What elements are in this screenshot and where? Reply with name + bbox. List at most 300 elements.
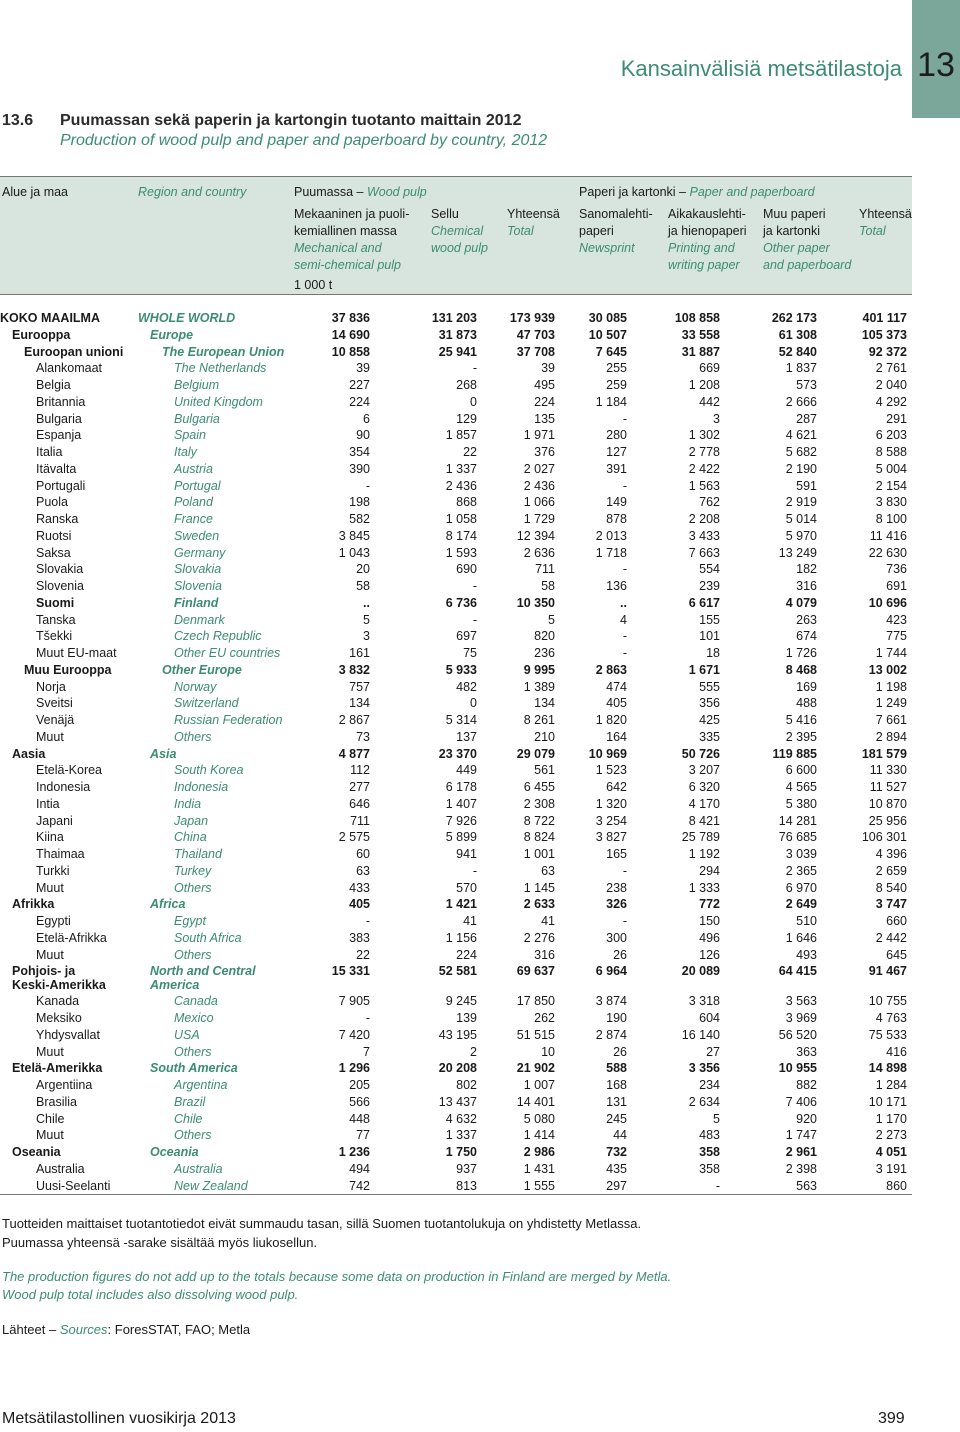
region-name-en: Egypt [174, 914, 206, 928]
region-name-fi: Suomi [36, 595, 75, 610]
cell-paper-total: 75 533 [868, 1027, 907, 1042]
cell-mechanical-pulp: 60 [356, 847, 370, 861]
cell-newsprint: - [622, 629, 627, 644]
head-other-paper: Muu paperi ja kartonki Other paper and paperboard [763, 207, 852, 272]
table-row [0, 427, 912, 444]
region-name-fi: Brasilia [36, 1094, 77, 1109]
cell-paper-total: 1 170 [875, 1111, 907, 1126]
cell-other-paper: 169 [796, 679, 817, 694]
cell-chemical-pulp: 139 [456, 1011, 477, 1025]
cell-chemical-pulp: 868 [456, 495, 477, 510]
cell-mechanical-pulp: 77 [356, 1128, 370, 1143]
cell-paper-total: 10 696 [868, 595, 907, 610]
cell-mechanical-pulp: 15 331 [331, 964, 370, 979]
region-name-en: Japan [174, 813, 209, 828]
cell-chemical-pulp: 4 632 [445, 1111, 477, 1126]
cell-newsprint: 255 [606, 361, 627, 376]
cell-chemical-pulp: 23 370 [438, 746, 477, 761]
region-name-fi: Intia [36, 796, 60, 811]
table-row [0, 645, 912, 662]
region-name-fi: Thaimaa [36, 847, 85, 861]
cell-printing-paper: 3 318 [688, 994, 720, 1009]
cell-newsprint: 131 [606, 1094, 627, 1109]
region-name-en: Slovakia [174, 562, 222, 577]
region-name-fi: Aasia [12, 746, 46, 761]
cell-other-paper: 4 079 [785, 595, 817, 610]
head-paper-total: Yhteensä Total [859, 207, 912, 238]
cell-chemical-pulp: 224 [456, 947, 477, 962]
cell-chemical-pulp: 1 593 [445, 545, 477, 560]
cell-mechanical-pulp: 205 [349, 1078, 370, 1092]
cell-other-paper: 882 [796, 1078, 817, 1092]
region-name-en: Others [174, 880, 212, 895]
table-row [0, 863, 912, 880]
cell-chemical-pulp: 43 195 [438, 1027, 477, 1042]
cell-printing-paper: 356 [699, 696, 720, 711]
cell-newsprint: 405 [606, 696, 627, 711]
cell-printing-paper: 31 887 [681, 344, 720, 359]
cell-other-paper: 2 365 [785, 863, 817, 878]
cell-paper-total: 8 540 [875, 880, 907, 895]
cell-mechanical-pulp: 37 836 [331, 311, 370, 325]
region-name-en: Portugal [174, 478, 221, 493]
cell-other-paper: 56 520 [778, 1027, 817, 1042]
cell-printing-paper: 155 [699, 612, 720, 627]
cell-chemical-pulp: 22 [463, 445, 477, 459]
chapter-number: 13 [917, 46, 955, 84]
region-name-fi: Portugali [36, 478, 86, 493]
cell-printing-paper: - [715, 1178, 720, 1193]
cell-other-paper: 1 646 [785, 930, 817, 945]
cell-mechanical-pulp: 1 043 [338, 545, 370, 560]
cell-paper-total: 11 416 [869, 528, 907, 543]
cell-paper-total: 7 661 [875, 713, 907, 727]
cell-mechanical-pulp: 405 [349, 897, 370, 912]
cell-newsprint: 164 [606, 729, 627, 744]
cell-pulp-total: 2 633 [523, 897, 555, 912]
region-name-fi: Muut [36, 1128, 64, 1143]
table-row [0, 511, 912, 528]
region-name-en: Germany [174, 545, 226, 560]
cell-mechanical-pulp: 1 236 [338, 1145, 370, 1159]
table-row [0, 461, 912, 478]
cell-other-paper: 76 685 [778, 830, 817, 845]
cell-pulp-total: 1 007 [523, 1078, 555, 1092]
cell-pulp-total: 9 995 [523, 662, 555, 677]
cell-pulp-total: 820 [534, 629, 555, 644]
region-name-en: Russian Federation [174, 713, 283, 727]
cell-chemical-pulp: 941 [456, 847, 477, 861]
cell-other-paper: 7 406 [785, 1094, 817, 1109]
cell-mechanical-pulp: 277 [349, 780, 370, 794]
cell-chemical-pulp: 0 [470, 696, 477, 711]
cell-paper-total: 1 744 [875, 646, 907, 660]
cell-pulp-total: 1 971 [523, 428, 555, 443]
cell-mechanical-pulp: 6 [363, 411, 370, 426]
table-row [0, 993, 912, 1010]
region-name-en: Denmark [174, 612, 225, 627]
cell-printing-paper: 108 858 [674, 311, 720, 325]
cell-chemical-pulp: 690 [456, 562, 477, 577]
cell-paper-total: 736 [886, 562, 907, 577]
cell-newsprint: - [622, 646, 627, 660]
cell-mechanical-pulp: 112 [350, 763, 370, 778]
cell-other-paper: 674 [796, 629, 817, 644]
cell-mechanical-pulp: 5 [363, 612, 370, 627]
cell-chemical-pulp: 41 [463, 914, 477, 928]
cell-mechanical-pulp: 58 [356, 579, 370, 593]
cell-paper-total: 2 894 [875, 729, 907, 744]
cell-pulp-total: 2 636 [523, 545, 555, 560]
cell-other-paper: 2 649 [785, 897, 817, 912]
cell-printing-paper: 33 558 [681, 327, 720, 342]
region-name-fi: Argentiina [36, 1078, 93, 1092]
cell-paper-total: 22 630 [868, 545, 907, 560]
cell-paper-total: 291 [886, 411, 907, 426]
sources: Lähteet – Sources: ForesSTAT, FAO; Metla [2, 1322, 251, 1337]
cell-chemical-pulp: 1 337 [445, 1128, 477, 1143]
cell-mechanical-pulp: - [365, 914, 370, 928]
table-row [0, 947, 912, 964]
cell-pulp-total: 1 555 [523, 1178, 555, 1193]
cell-chemical-pulp: 75 [463, 646, 477, 660]
cell-paper-total: 106 301 [861, 830, 907, 845]
region-name-en: USA [174, 1027, 200, 1042]
region-name-en: Switzerland [174, 696, 239, 711]
header-top-rule [0, 176, 912, 177]
cell-chemical-pulp: - [472, 579, 477, 593]
cell-paper-total: 25 956 [868, 813, 907, 828]
cell-chemical-pulp: 2 [470, 1044, 477, 1059]
cell-printing-paper: 294 [699, 863, 720, 878]
cell-paper-total: 401 117 [862, 311, 907, 325]
cell-printing-paper: 1 302 [688, 428, 720, 443]
region-name-en: Other EU countries [174, 646, 281, 660]
cell-paper-total: 416 [886, 1044, 907, 1059]
cell-chemical-pulp: 1 058 [445, 512, 477, 526]
cell-chemical-pulp: 5 933 [445, 662, 477, 677]
cell-mechanical-pulp: 134 [349, 696, 370, 711]
cell-newsprint: 297 [606, 1178, 627, 1193]
table-row [0, 913, 912, 930]
region-name-en: New Zealand [174, 1178, 248, 1193]
cell-paper-total: 4 051 [875, 1145, 907, 1159]
cell-other-paper: 61 308 [778, 327, 817, 342]
region-name-fi: Puola [36, 495, 68, 510]
cell-paper-total: 3 191 [875, 1161, 907, 1176]
cell-other-paper: 5 014 [785, 512, 817, 526]
table-row [0, 813, 912, 830]
cell-newsprint: - [622, 562, 627, 577]
table-row [0, 796, 912, 813]
cell-newsprint: 136 [606, 579, 627, 593]
cell-mechanical-pulp: 7 905 [338, 994, 370, 1009]
region-name-en: Others [174, 947, 212, 962]
cell-newsprint: 3 827 [595, 830, 627, 845]
head-newsprint: Sanomalehti- paperi Newsprint [579, 207, 653, 255]
cell-pulp-total: 2 276 [523, 930, 555, 945]
cell-pulp-total: 134 [534, 696, 555, 711]
table-row [0, 1027, 912, 1044]
region-name-en: Finland [174, 595, 219, 610]
region-name-fi: Espanja [36, 428, 82, 443]
cell-pulp-total: 12 394 [516, 528, 555, 543]
cell-newsprint: 1 820 [595, 713, 627, 727]
cell-other-paper: 316 [796, 579, 817, 593]
cell-newsprint: .. [620, 595, 627, 610]
cell-paper-total: 691 [886, 579, 907, 593]
region-name-en: South Africa [174, 930, 242, 945]
region-name-fi: Muut EU-maat [36, 646, 117, 660]
head-region-en: Region and country [138, 185, 247, 199]
region-name-en: Austria [174, 461, 213, 476]
cell-other-paper: 13 249 [778, 545, 817, 560]
cell-chemical-pulp: 6 736 [445, 595, 477, 610]
cell-mechanical-pulp: 20 [356, 562, 370, 577]
cell-other-paper: 6 600 [785, 763, 817, 778]
cell-pulp-total: 711 [535, 562, 555, 577]
cell-other-paper: 182 [796, 562, 817, 577]
cell-chemical-pulp: 268 [456, 378, 477, 392]
cell-newsprint: 165 [606, 847, 627, 861]
cell-printing-paper: 4 170 [688, 796, 720, 811]
cell-other-paper: 1 726 [785, 646, 817, 660]
cell-pulp-total: 39 [541, 361, 555, 376]
cell-paper-total: 5 004 [875, 461, 907, 476]
cell-pulp-total: 1 729 [523, 512, 555, 526]
cell-printing-paper: 3 356 [688, 1061, 720, 1076]
head-paper: Paperi ja kartonki – Paper and paperboard [579, 185, 815, 199]
region-name-en: Sweden [174, 528, 220, 543]
cell-pulp-total: 1 414 [523, 1128, 555, 1143]
cell-other-paper: 2 666 [785, 394, 817, 409]
cell-other-paper: 3 039 [785, 847, 817, 861]
region-name-fi: Slovakia [36, 562, 84, 577]
cell-pulp-total: 236 [534, 646, 555, 660]
cell-paper-total: 3 830 [875, 495, 907, 510]
cell-newsprint: 26 [613, 1044, 627, 1059]
cell-newsprint: - [622, 914, 627, 928]
cell-other-paper: 2 398 [785, 1161, 817, 1176]
cell-newsprint: 30 085 [588, 311, 627, 325]
cell-chemical-pulp: 1 156 [445, 930, 477, 945]
region-name-en: South America [150, 1061, 238, 1076]
cell-printing-paper: 126 [699, 947, 720, 962]
region-name-en: Chile [174, 1111, 203, 1126]
cell-newsprint: 26 [613, 947, 627, 962]
cell-mechanical-pulp: 711 [350, 813, 370, 828]
table-row [0, 695, 912, 712]
table-row [0, 578, 912, 595]
table-row [0, 1010, 912, 1027]
region-name-en: Thailand [174, 847, 222, 861]
cell-paper-total: 8 100 [875, 512, 907, 526]
cell-newsprint: 3 254 [595, 813, 627, 828]
cell-printing-paper: 669 [699, 361, 720, 376]
cell-newsprint: 4 [620, 612, 627, 627]
cell-other-paper: 64 415 [778, 964, 817, 979]
table-row [0, 1144, 912, 1161]
cell-printing-paper: 25 789 [681, 830, 720, 845]
cell-pulp-total: 2 308 [523, 796, 555, 811]
cell-paper-total: 8 588 [875, 445, 907, 459]
cell-newsprint: 878 [606, 512, 627, 526]
cell-newsprint: 168 [606, 1078, 627, 1092]
table-row [0, 444, 912, 461]
region-name-fi: Etelä-Korea [36, 763, 103, 778]
cell-paper-total: 92 372 [868, 344, 907, 359]
cell-mechanical-pulp: 227 [349, 378, 370, 392]
cell-pulp-total: 376 [534, 445, 555, 459]
cell-chemical-pulp: 937 [456, 1161, 477, 1176]
table-row [0, 746, 912, 763]
cell-other-paper: 493 [796, 947, 817, 962]
chapter-title: Kansainvälisiä metsätilastoja [620, 56, 902, 81]
cell-paper-total: 10 755 [868, 994, 907, 1009]
table-row [0, 1094, 912, 1111]
cell-paper-total: 4 763 [875, 1011, 907, 1025]
cell-mechanical-pulp: 22 [356, 947, 370, 962]
region-name-fi: Euroopan unioni [24, 344, 124, 359]
cell-printing-paper: 27 [706, 1044, 720, 1059]
region-name-en: Australia [174, 1161, 223, 1176]
cell-mechanical-pulp: - [365, 1011, 370, 1025]
cell-other-paper: 1 747 [785, 1128, 817, 1143]
cell-mechanical-pulp: - [365, 478, 370, 493]
cell-paper-total: 10 870 [868, 796, 907, 811]
cell-other-paper: 4 621 [785, 428, 817, 443]
table-bottom-rule [0, 1194, 912, 1195]
cell-pulp-total: 21 902 [516, 1061, 555, 1076]
table-row [0, 612, 912, 629]
cell-paper-total: 105 373 [861, 327, 907, 342]
table-row [0, 679, 912, 696]
region-name-fi: Turkki [36, 863, 70, 878]
region-name-fi: KOKO MAAILMA [0, 311, 100, 325]
table-row [0, 545, 912, 562]
region-name-fi: Muut [36, 947, 64, 962]
cell-printing-paper: 762 [699, 495, 720, 510]
cell-pulp-total: 1 001 [523, 847, 555, 861]
region-name-fi: Tanska [36, 612, 76, 627]
cell-newsprint: 10 969 [588, 746, 627, 761]
cell-mechanical-pulp: 582 [349, 512, 370, 526]
cell-newsprint: 642 [606, 780, 627, 794]
cell-other-paper: 573 [796, 378, 817, 392]
table-row [0, 1111, 912, 1128]
cell-other-paper: 3 563 [785, 994, 817, 1009]
cell-mechanical-pulp: 161 [349, 646, 370, 660]
region-name-en: Others [174, 729, 212, 744]
cell-newsprint: 391 [606, 461, 627, 476]
cell-printing-paper: 16 140 [681, 1027, 720, 1042]
cell-paper-total: 2 659 [875, 863, 907, 878]
head-pulp-total: Yhteensä Total [507, 207, 560, 238]
cell-paper-total: 91 467 [868, 964, 907, 979]
cell-other-paper: 5 380 [785, 796, 817, 811]
cell-mechanical-pulp: 73 [356, 729, 370, 744]
region-name-fi: Saksa [36, 545, 71, 560]
cell-newsprint: 6 964 [595, 964, 627, 979]
cell-printing-paper: 2 634 [688, 1094, 720, 1109]
cell-chemical-pulp: 802 [456, 1078, 477, 1092]
cell-chemical-pulp: 0 [470, 394, 477, 409]
table-row [0, 1127, 912, 1144]
cell-printing-paper: 3 433 [688, 528, 720, 543]
region-name-fi: Britannia [36, 394, 86, 409]
cell-printing-paper: 18 [706, 646, 720, 660]
cell-mechanical-pulp: 1 296 [338, 1061, 370, 1076]
cell-mechanical-pulp: 2 575 [338, 830, 370, 845]
cell-newsprint: 1 184 [595, 394, 627, 409]
head-chemical: Sellu Chemical wood pulp [431, 207, 488, 255]
region-name-en: North and Central America [150, 964, 256, 993]
cell-other-paper: 119 885 [772, 746, 817, 761]
cell-pulp-total: 1 431 [523, 1161, 555, 1176]
cell-pulp-total: 17 850 [516, 994, 555, 1009]
cell-other-paper: 2 961 [785, 1145, 817, 1159]
region-name-en: France [174, 512, 213, 526]
cell-chemical-pulp: 5 899 [445, 830, 477, 845]
cell-pulp-total: 5 [548, 612, 555, 627]
region-name-en: Italy [174, 445, 197, 459]
region-name-en: Other Europe [162, 662, 242, 677]
table-row [0, 1178, 912, 1195]
cell-printing-paper: 358 [699, 1161, 720, 1176]
cell-pulp-total: 1 145 [523, 880, 555, 895]
cell-pulp-total: 41 [541, 914, 555, 928]
cell-paper-total: 2 154 [875, 478, 907, 493]
cell-pulp-total: 6 455 [523, 780, 555, 794]
cell-printing-paper: 1 671 [688, 662, 720, 677]
region-name-en: Argentina [174, 1078, 228, 1092]
cell-newsprint: 1 320 [595, 796, 627, 811]
table-title-en: Production of wood pulp and paper and paperboard by country, 2012 [60, 132, 548, 149]
table-row [0, 327, 912, 344]
cell-paper-total: 14 898 [868, 1061, 907, 1076]
cell-newsprint: 1 523 [595, 763, 627, 778]
head-region-fi: Alue ja maa [2, 185, 69, 199]
cell-paper-total: 775 [886, 629, 907, 644]
cell-pulp-total: 2 986 [523, 1145, 555, 1159]
cell-mechanical-pulp: 10 858 [331, 344, 370, 359]
region-name-fi: Slovenia [36, 579, 84, 593]
cell-paper-total: 860 [886, 1178, 907, 1193]
cell-printing-paper: 1 192 [688, 847, 720, 861]
cell-mechanical-pulp: 63 [356, 863, 370, 878]
cell-pulp-total: 2 027 [523, 461, 555, 476]
region-name-en: Mexico [174, 1011, 214, 1025]
cell-newsprint: 149 [606, 495, 627, 510]
table-row [0, 1044, 912, 1061]
cell-newsprint: 2 013 [595, 528, 627, 543]
cell-mechanical-pulp: 757 [349, 679, 370, 694]
region-name-fi: Afrikka [12, 897, 55, 912]
region-name-en: Spain [174, 428, 206, 443]
cell-printing-paper: 8 421 [688, 813, 720, 828]
cell-mechanical-pulp: 4 877 [338, 746, 370, 761]
cell-printing-paper: 1 333 [688, 880, 720, 895]
cell-other-paper: 14 281 [778, 813, 817, 828]
cell-mechanical-pulp: 224 [349, 394, 370, 409]
cell-other-paper: 510 [796, 914, 817, 928]
cell-other-paper: 263 [796, 612, 817, 627]
region-name-fi: Belgia [36, 378, 71, 392]
cell-chemical-pulp: 20 208 [438, 1061, 477, 1076]
cell-chemical-pulp: 31 873 [438, 327, 477, 342]
region-name-en: India [174, 796, 202, 811]
cell-other-paper: 262 173 [771, 311, 817, 325]
